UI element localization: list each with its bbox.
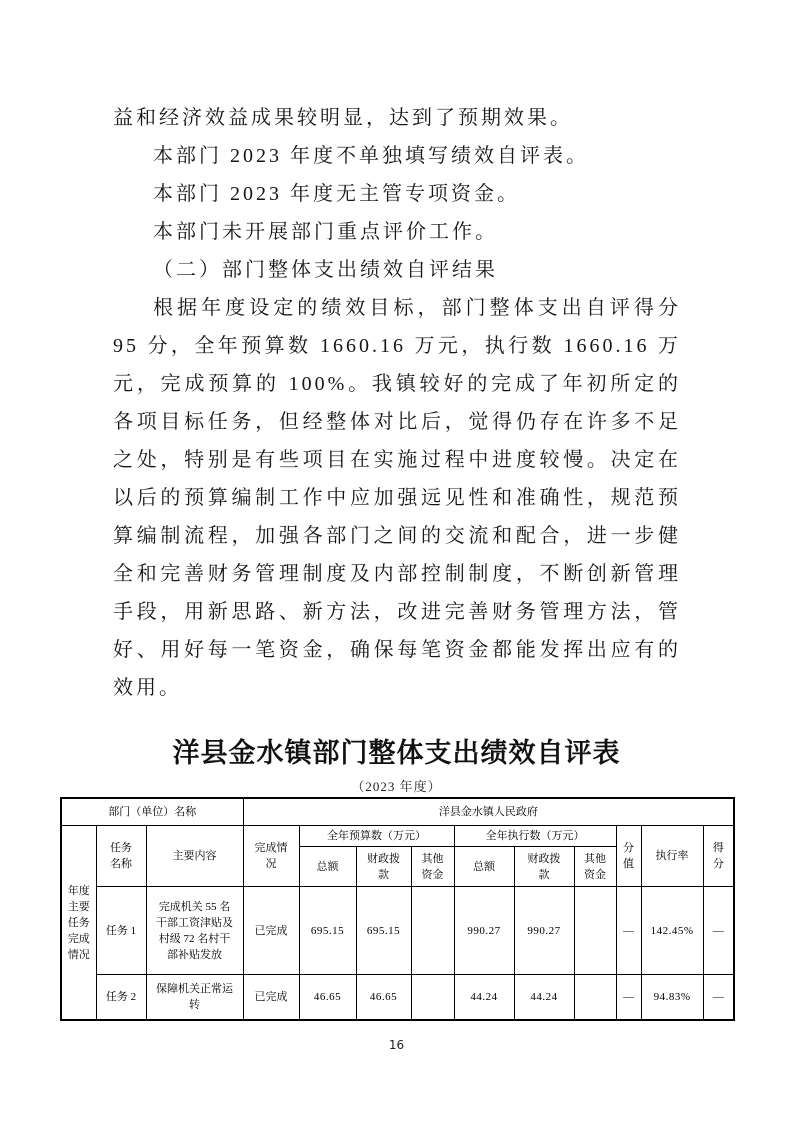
- body-line: （二）部门整体支出绩效自评结果: [153, 259, 498, 281]
- task-cell: 任务 1: [96, 887, 146, 975]
- budget-total-cell: 695.15: [299, 887, 356, 975]
- content-cell: 保障机关正常运转: [146, 975, 243, 1021]
- body-text-block: [113, 99, 681, 707]
- budget-other-cell: [411, 975, 454, 1021]
- col-group-annual-execution: 全年执行数（万元）: [454, 826, 616, 847]
- exec-fiscal-cell: 44.24: [514, 975, 574, 1021]
- status-cell: 已完成: [243, 887, 299, 975]
- body-line: 益和经济效益成果较明显，达到了预期效果。: [113, 107, 573, 129]
- task-cell: 任务 2: [96, 975, 146, 1021]
- col-header-score: 得分: [703, 826, 734, 887]
- budget-fiscal-cell: 695.15: [356, 887, 411, 975]
- col-header-main-content: 主要内容: [146, 826, 243, 887]
- table-row-department: [61, 798, 734, 826]
- table-row-task-2: [61, 975, 734, 1021]
- score-cell: —: [703, 887, 734, 975]
- execution-rate-cell: 142.45%: [641, 887, 703, 975]
- body-line: 本部门 2023 年度无主管专项资金。: [153, 183, 520, 205]
- self-evaluation-table: [60, 797, 735, 1021]
- department-value-cell: 洋县金水镇人民政府: [243, 798, 734, 826]
- col-header-points: 分值: [616, 826, 641, 887]
- col-header-completion-status: 完成情况: [243, 826, 299, 887]
- col-header-task-name: 任务名称: [96, 826, 146, 887]
- exec-total-cell: 44.24: [454, 975, 514, 1021]
- table-subtitle: （2023 年度）: [351, 779, 442, 794]
- points-cell: —: [616, 975, 641, 1021]
- body-paragraph: 根据年度设定的绩效目标，部门整体支出自评得分 95 分，全年预算数 1660.16 万元，执行数 1660.16 万元，完成预算的 100%。我镇较好的完成了年初所定的各项目标任务，但经整体对比后，觉得仍存在许多不足之处，特别是有些项目在实施过程中进度较慢。决定在以后的预算编制工作中应加强远见性和准确性，规范预算编制流程，加强各部门之间的交流和配合，进一步健全和完善财务管理制度及内部控制制度，不断创新管理手段，用新思路、新方法，改进完善财务管理方法，管好、用好每一笔资金，确保每笔资金都能发挥出应有的效用。: [113, 297, 681, 699]
- col-header-execution-rate: 执行率: [641, 826, 703, 887]
- col-header-budget-total: 总额: [299, 847, 356, 887]
- section-header-cell: 年度主要任务完成情况: [61, 826, 96, 1021]
- col-header-exec-fiscal: 财政拨款: [514, 847, 574, 887]
- table-header-row-groups: [61, 826, 734, 847]
- col-header-exec-total: 总额: [454, 847, 514, 887]
- budget-other-cell: [411, 887, 454, 975]
- exec-total-cell: 990.27: [454, 887, 514, 975]
- col-header-exec-other: 其他资金: [574, 847, 616, 887]
- content-cell: 完成机关 55 名干部工资津贴及村级 72 名村干部补贴发放: [146, 887, 243, 975]
- body-line: 本部门 2023 年度不单独填写绩效自评表。: [153, 145, 589, 167]
- budget-fiscal-cell: 46.65: [356, 975, 411, 1021]
- score-cell: —: [703, 975, 734, 1021]
- body-line: 本部门未开展部门重点评价工作。: [153, 221, 498, 243]
- exec-other-cell: [574, 975, 616, 1021]
- budget-total-cell: 46.65: [299, 975, 356, 1021]
- page-number: 16: [388, 1038, 405, 1052]
- table-title: 洋县金水镇部门整体支出绩效自评表: [172, 738, 621, 768]
- points-cell: —: [616, 887, 641, 975]
- col-group-annual-budget: 全年预算数（万元）: [299, 826, 454, 847]
- execution-rate-cell: 94.83%: [641, 975, 703, 1021]
- col-header-budget-fiscal: 财政拨款: [356, 847, 411, 887]
- department-label-cell: 部门（单位）名称: [61, 798, 243, 826]
- exec-fiscal-cell: 990.27: [514, 887, 574, 975]
- col-header-budget-other: 其他资金: [411, 847, 454, 887]
- table-row-task-1: [61, 887, 734, 975]
- status-cell: 已完成: [243, 975, 299, 1021]
- exec-other-cell: [574, 887, 616, 975]
